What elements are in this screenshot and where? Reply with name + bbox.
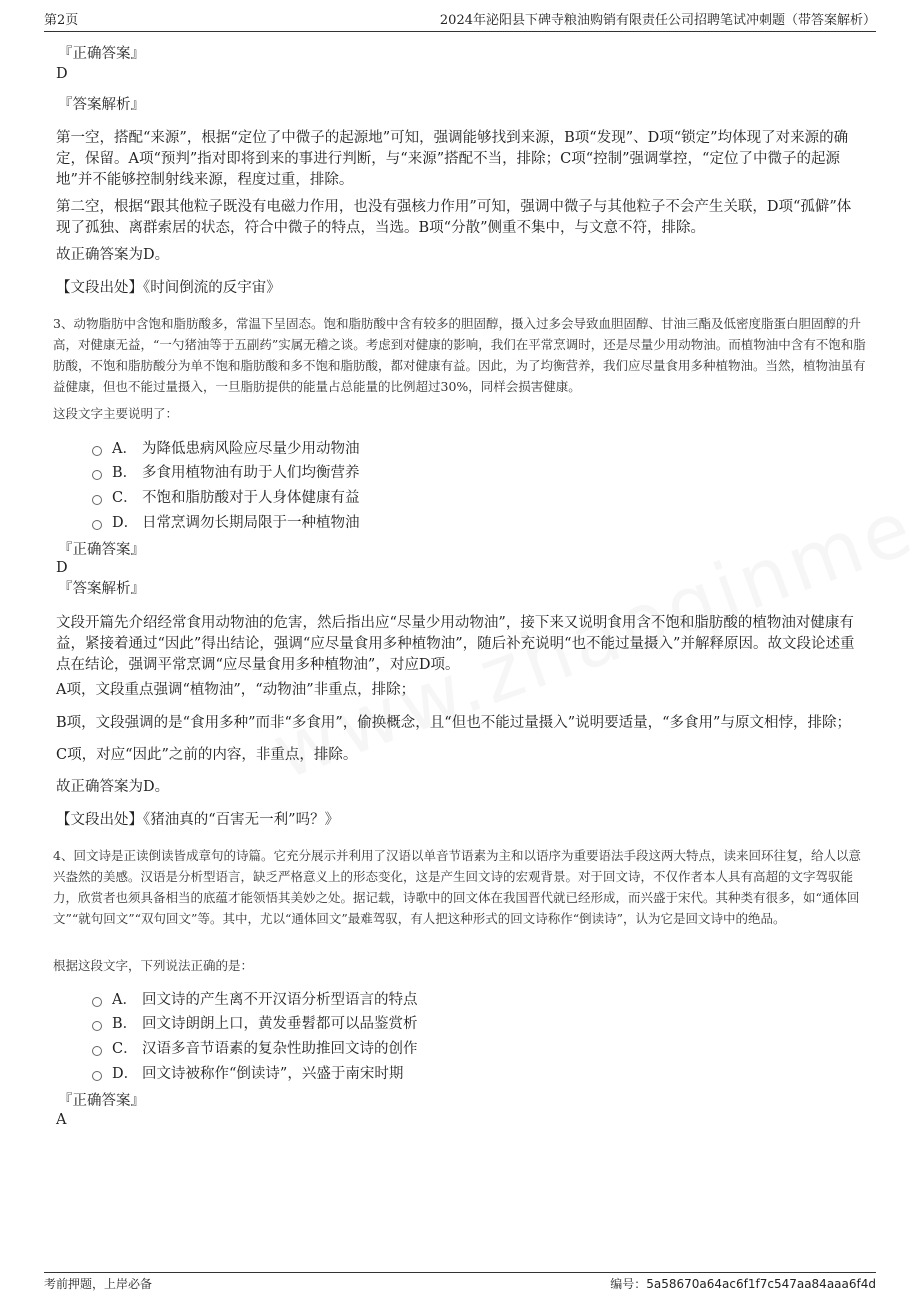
option-b[interactable]: B． 回文诗朗朗上口，黄发垂髫都可以品鉴赏析: [92, 1014, 418, 1034]
radio-button[interactable]: [92, 1021, 102, 1031]
radio-button[interactable]: [92, 1046, 102, 1056]
answer-value: D: [56, 66, 68, 82]
document-title: 2024年泌阳县下碑寺粮油购销有限责任公司招聘笔试冲刺题（带答案解析）: [439, 13, 876, 28]
option-a[interactable]: A． 回文诗的产生离不开汉语分析型语言的特点: [92, 990, 418, 1010]
radio-button[interactable]: [92, 495, 102, 505]
answer-label: 『正确答案』: [58, 542, 145, 558]
document-id: [610, 1275, 876, 1292]
page-header: [44, 11, 876, 32]
analysis-paragraph: C项，对应“因此”之前的内容，非重点，排除。: [56, 747, 358, 763]
option-b[interactable]: B． 多食用植物油有助于人们均衡营养: [92, 463, 360, 483]
question-prompt: 这段文字主要说明了：: [53, 406, 179, 421]
source-citation: 【文段出处】《时间倒流的反宇宙》: [56, 280, 281, 296]
radio-button[interactable]: [92, 1071, 102, 1081]
question-stem: 4、回文诗是正读倒读皆成章句的诗篇。它充分展示并利用了汉语以单音节语素为主和以语序为重要语法手段这两大特点，读来回环往复，给人以意兴盎然的美感。汉语是分析型语言，缺乏严格意义上的形态变化，这是产生回文诗的宏观背景。对于回文诗，不仅作者本人具有高超的文字驾驭能力，欣赏者也须具备相当的底蕴才能领悟其美妙之处。据记载，诗歌中的回文体在我国晋代就已经形成，而兴盛于宋代。其种类有很多，如“通体回文”“就句回文”“双句回文”等。其中，尤以“通体回文”最难驾驭，有人把这种形式的回文诗称作“倒读诗”，认为它是回文诗中的绝品。: [53, 848, 861, 926]
radio-button[interactable]: [92, 470, 102, 480]
analysis-paragraph: 文段开篇先介绍经常食用动物油的危害，然后指出应“尽量少用动物油”，接下来又说明食用含不饱和脂肪酸的植物油对健康有益，紧接着通过“因此”得出结论，强调“应尽量食用多种植物油”，随后补充说明“也不能过量摄入”并解释原因。故文段论述重点在结论，强调平常烹调“应尽量食用多种植物油”，对应D项。: [56, 615, 855, 673]
analysis-paragraph: B项，文段强调的是“食用多种”而非“多食用”，偷换概念，且“但也不能过量摄入”说明要适量，“多食用”与原文相悖，排除；: [56, 715, 851, 731]
radio-button[interactable]: [92, 997, 102, 1007]
answer-label: 『正确答案』: [58, 1093, 145, 1109]
radio-button[interactable]: [92, 520, 102, 530]
option-d[interactable]: D． 日常烹调勿长期局限于一种植物油: [92, 513, 360, 533]
analysis-paragraph: 第二空，根据“跟其他粒子既没有电磁力作用，也没有强核力作用”可知，强调中微子与其他粒子不会产生关联，D项“孤僻”体现了孤独、离群索居的状态，符合中微子的特点，当选。B项“分散”侧重不集中，与文意不符，排除。: [56, 199, 852, 236]
option-a[interactable]: A． 为降低患病风险应尽量少用动物油: [92, 439, 360, 459]
analysis-label: 『答案解析』: [58, 97, 145, 113]
answer-value: A: [56, 1112, 67, 1128]
page-footer: [44, 1272, 876, 1291]
document-id-value: 5a58670a64ac6f1f7c547aa84aaa6f4d: [646, 1277, 876, 1291]
source-citation: 【文段出处】《猪油真的“百害无一利”吗？》: [56, 812, 340, 828]
analysis-paragraph: 第一空，搭配“来源”，根据“定位了中微子的起源地”可知，强调能够找到来源，B项“发现”、D项“锁定”均体现了对来源的确定，保留。A项“预判”指对即将到来的事进行判断，与“来源”搭配不当，排除；C项“控制”强调掌控，“定位了中微子的起源地”并不能够控制射线来源，程度过重，排除。: [56, 130, 849, 188]
footer-slogan: 考前押题，上岸必备: [44, 1277, 153, 1291]
analysis-conclusion: 故正确答案为D。: [56, 779, 170, 795]
analysis-conclusion: 故正确答案为D。: [56, 247, 170, 263]
option-c[interactable]: C． 汉语多音节语素的复杂性助推回文诗的创作: [92, 1039, 418, 1059]
option-d[interactable]: D． 回文诗被称作“倒读诗”，兴盛于南宋时期: [92, 1064, 403, 1084]
radio-button[interactable]: [92, 446, 102, 456]
question-prompt: 根据这段文字，下列说法正确的是：: [53, 958, 254, 973]
analysis-label: 『答案解析』: [58, 581, 145, 597]
document-id-label: 编号：: [610, 1277, 647, 1291]
option-c[interactable]: C． 不饱和脂肪酸对于人身体健康有益: [92, 488, 360, 508]
page-number: 第2页: [44, 13, 79, 28]
watermark: [261, 413, 920, 797]
answer-label: 『正确答案』: [58, 46, 145, 62]
analysis-paragraph: A项，文段重点强调“植物油”，“动物油”非重点，排除；: [56, 682, 416, 698]
question-stem: 3、动物脂肪中含饱和脂肪酸多，常温下呈固态。饱和脂肪酸中含有较多的胆固醇，摄入过多会导致血胆固醇、甘油三酯及低密度脂蛋白胆固醇的升高，对健康无益，“一勺猪油等于五副药”实属无稽之谈。考虑到对健康的影响，我们在平常烹调时，还是尽量少用动物油。而植物油中含有不饱和脂肪酸，不饱和脂肪酸分为单不饱和脂肪酸和多不饱和脂肪酸，都对健康有益。因此，为了均衡营养，我们应尽量食用多种植物油。当然，植物油虽有益健康，但也不能过量摄入，一旦脂肪提供的能量占总能量的比例超过30%，同样会损害健康。: [53, 316, 866, 394]
answer-value: D: [56, 560, 68, 576]
